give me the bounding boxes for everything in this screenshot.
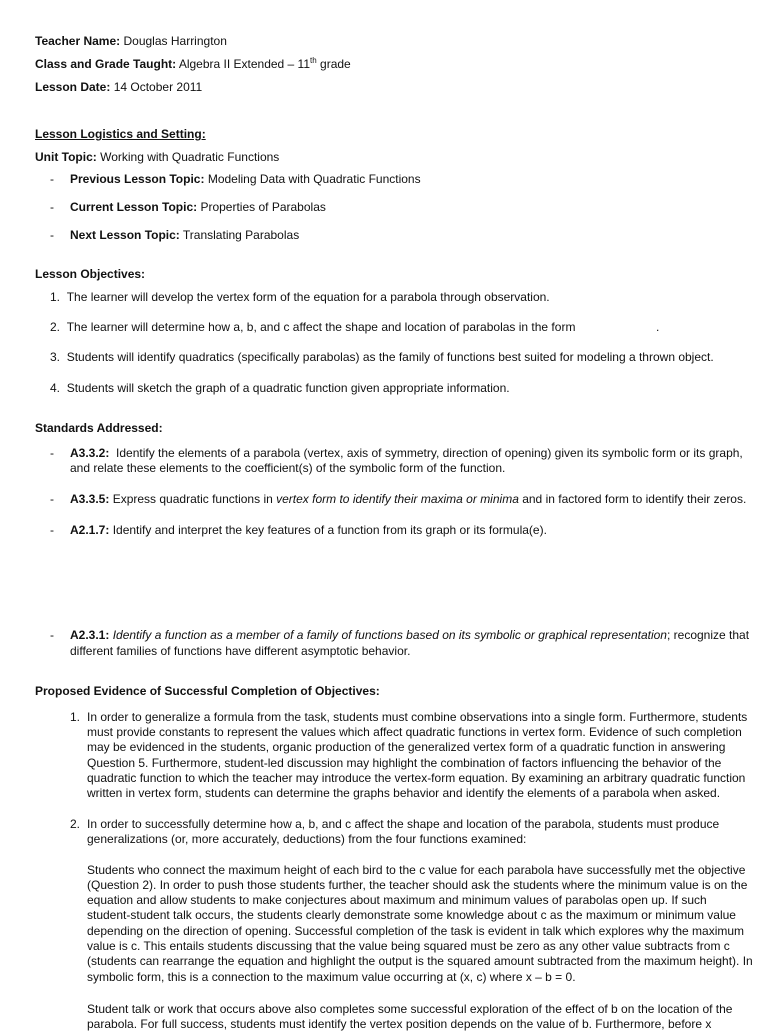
evidence-line: may be evidenced in the students, organic production of the generalized vertex form of a quadratic function in answering xyxy=(87,740,726,754)
previous-lesson-line xyxy=(70,172,421,187)
lesson-date-line xyxy=(35,80,202,95)
evidence-para-line: Students who connect the maximum height of each bird to the c value for each parabola have successfully met the objective xyxy=(87,863,746,877)
evidence-para-line: parabola. For full success, students must identify the vertex position depends on the value of b. Furthermore, before x xyxy=(87,1017,712,1031)
standard-code: A2.3.1: xyxy=(70,628,110,642)
objective-text: Students will identify quadratics (specifically parabolas) as the family of functions best suited for modeling a thrown object. xyxy=(66,350,714,364)
logistics-heading: Lesson Logistics and Setting: xyxy=(35,127,206,141)
standard-text: Express quadratic functions in xyxy=(109,492,277,506)
standard-item xyxy=(70,446,743,461)
evidence-line: must provide constants to represent the values which affect quadratic functions in vertex form. Evidence of such completion xyxy=(87,725,742,739)
standard-text-post: ; recognize that xyxy=(666,628,750,642)
unit-topic-label: Unit Topic: xyxy=(35,150,97,164)
evidence-line: Question 5. Furthermore, student-led discussion may highlight the combination of factors influencing the behavior of the xyxy=(87,756,722,770)
unit-topic-value: Working with Quadratic Functions xyxy=(96,150,280,164)
standard-italic: Identify a function as a member of a family of functions based on its symbolic or graphical representation xyxy=(109,628,667,642)
evidence-line: quadratic function to which the teacher may introduce the vertex-form equation. By examining an arbitrary quadratic function xyxy=(87,771,746,785)
unit-topic-line xyxy=(35,150,279,165)
objective-number: 3. xyxy=(50,350,61,364)
evidence-para-line: student-student talk occurs, the students clearly demonstrate some knowledge about c as the maximum or minimum value xyxy=(87,908,736,922)
evidence-line: In order to successfully determine how a, b, and c affect the shape and location of the parabola, students must produce xyxy=(87,817,720,831)
objective-item xyxy=(50,381,510,396)
objective-tail: . xyxy=(656,320,660,334)
evidence-number: 2. xyxy=(70,817,81,831)
standard-item xyxy=(70,628,749,643)
evidence-line: written in vertex form, students can determine the graphs behavior and identify the elements of a parabola when asked. xyxy=(87,786,721,800)
evidence-para-line: value is c. This entails students discussing that the value being squared must be zero as any other value subtracts from c xyxy=(87,939,730,953)
dash-bullet: - xyxy=(50,200,54,214)
class-grade-line xyxy=(35,57,351,72)
objective-number: 4. xyxy=(50,381,61,395)
evidence-heading-text: Proposed Evidence of Successful Completion of Objectives: xyxy=(35,684,380,698)
current-lesson-value: Properties of Parabolas xyxy=(197,200,326,214)
standard-italic: vertex form to identify their maxima or minima xyxy=(276,492,519,506)
evidence-para-line: symbolic form, this is a connection to the maximum value occurring at (x, c) where x – b = 0. xyxy=(87,970,576,984)
objective-text: Students will sketch the graph of a quadratic function given appropriate information. xyxy=(66,381,510,395)
objective-number: 2. xyxy=(50,320,61,334)
objectives-heading-text: Lesson Objectives: xyxy=(35,267,146,281)
evidence-heading xyxy=(35,684,380,699)
standard-code: A3.3.2: xyxy=(70,446,110,460)
objectives-heading xyxy=(35,267,145,282)
objective-number: 1. xyxy=(50,290,61,304)
evidence-line: In order to generalize a formula from the task, students must combine observations into a single form. Furthermore, students xyxy=(87,710,748,724)
next-lesson-label: Next Lesson Topic: xyxy=(70,228,180,242)
current-lesson-line xyxy=(70,200,326,215)
standard-item xyxy=(70,492,746,507)
lesson-date-label: Lesson Date: xyxy=(35,80,111,94)
objective-text: The learner will determine how a, b, and c affect the shape and location of parabolas in the form xyxy=(66,320,576,334)
dash-bullet: - xyxy=(50,172,54,186)
class-grade-value: Algebra II Extended – 11 xyxy=(176,57,311,71)
dash-bullet: - xyxy=(50,228,54,242)
standard-text: Identify and interpret the key features of a function from its graph or its formula(e). xyxy=(109,523,547,537)
evidence-para-line: depending on the direction of opening. Successful completion of the task is evident in talk which explores why the maximum xyxy=(87,924,745,938)
dash-bullet: - xyxy=(50,628,54,642)
dash-bullet: - xyxy=(50,492,54,506)
standard-text-post: and in factored form to identify their zeros. xyxy=(518,492,747,506)
lesson-date-value: 14 October 2011 xyxy=(110,80,203,94)
objective-item xyxy=(50,290,550,305)
objective-item xyxy=(50,320,575,335)
previous-lesson-label: Previous Lesson Topic: xyxy=(70,172,205,186)
teacher-name-value: Douglas Harrington xyxy=(120,34,227,48)
objective-item xyxy=(50,350,714,365)
standard-text-line2: different families of functions have different asymptotic behavior. xyxy=(70,644,411,658)
next-lesson-value: Translating Parabolas xyxy=(179,228,300,242)
standard-code: A3.3.5: xyxy=(70,492,110,506)
teacher-name-line xyxy=(35,34,227,49)
objective-text: The learner will develop the vertex form of the equation for a parabola through observation. xyxy=(66,290,550,304)
dash-bullet: - xyxy=(50,523,54,537)
evidence-number: 1. xyxy=(70,710,81,724)
next-lesson-line xyxy=(70,228,299,243)
evidence-para-line: Student talk or work that occurs above also completes some successful exploration of the effect of b on the location of the xyxy=(87,1002,733,1016)
evidence-para-line: equation and allow students to make conjectures about maximum and minimum values of parabolas open up. If such xyxy=(87,893,707,907)
class-grade-sup: th xyxy=(310,56,317,65)
dash-bullet: - xyxy=(50,446,54,460)
evidence-line: generalizations (or, more accurately, deductions) from the four functions examined: xyxy=(87,832,527,846)
standard-text-line2: and relate these elements to the coefficient(s) of the symbolic form of the function. xyxy=(70,461,506,475)
current-lesson-label: Current Lesson Topic: xyxy=(70,200,198,214)
class-grade-label: Class and Grade Taught: xyxy=(35,57,177,71)
standards-heading-text: Standards Addressed: xyxy=(35,421,163,435)
standard-code: A2.1.7: xyxy=(70,523,110,537)
standards-heading xyxy=(35,421,163,436)
previous-lesson-value: Modeling Data with Quadratic Functions xyxy=(204,172,421,186)
standard-item xyxy=(70,523,547,538)
evidence-para-line: (Question 2). In order to push those students further, the teacher should ask the students where the minimum value is on the xyxy=(87,878,748,892)
evidence-para-line: (students can rearrange the equation and highlight the output is the squared amount subtracted from the maximum height). In xyxy=(87,954,753,968)
class-grade-suffix: grade xyxy=(316,57,351,71)
standard-text: Identify the elements of a parabola (vertex, axis of symmetry, direction of opening) given its symbolic form or its graph, xyxy=(109,446,743,460)
teacher-name-label: Teacher Name: xyxy=(35,34,121,48)
